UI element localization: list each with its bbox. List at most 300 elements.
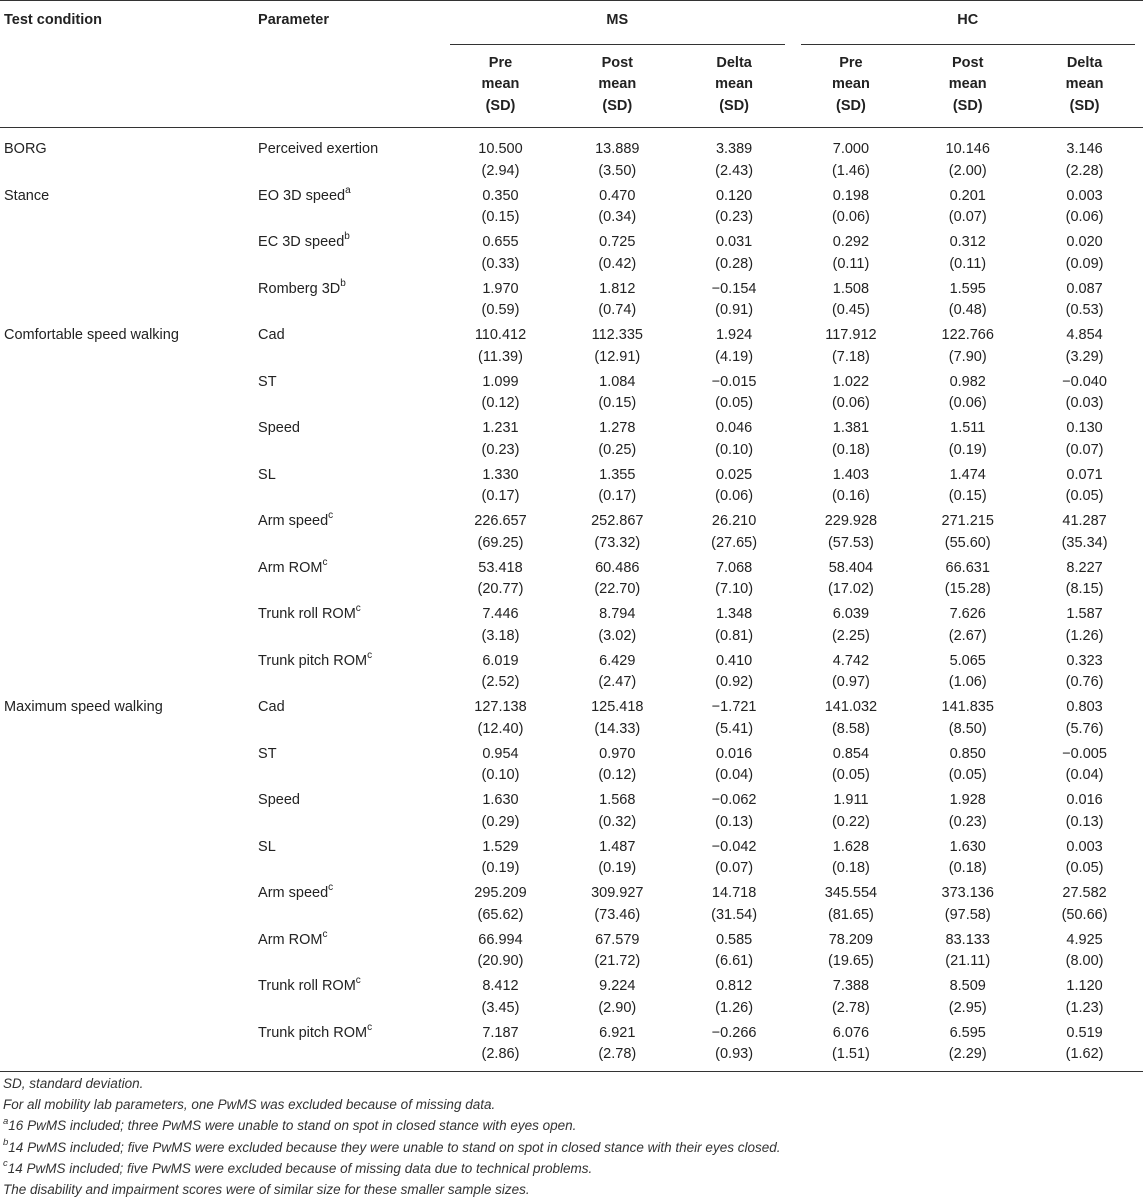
parameter-cell: Trunk roll ROM$^c$ — [258, 603, 361, 622]
sd-value: (0.06) — [715, 488, 754, 504]
value-cell — [676, 276, 793, 323]
sd-value: (0.07) — [715, 860, 754, 876]
subheader-cell: Delta mean (SD) — [1026, 45, 1143, 128]
parameter-cell: ST — [258, 373, 277, 390]
mean-value: 6.039 — [832, 606, 870, 622]
value-cell — [793, 1020, 910, 1072]
mean-value: 41.287 — [1062, 513, 1107, 529]
test-condition-cell — [0, 648, 254, 695]
value-cell — [559, 787, 676, 834]
sd-value: (0.48) — [948, 302, 987, 318]
test-condition-cell: Maximum speed walking — [4, 699, 163, 715]
sd-value: (6.61) — [715, 953, 754, 969]
value-cell — [793, 322, 910, 369]
table-row — [0, 276, 1143, 323]
value-cell — [442, 183, 559, 230]
value-cell — [559, 741, 676, 788]
value-cell — [442, 322, 559, 369]
table-row — [0, 229, 1143, 276]
table-row — [0, 128, 1143, 183]
value-cell — [1026, 834, 1143, 881]
test-condition-cell — [0, 369, 254, 416]
header-parameter: Parameter — [258, 12, 329, 28]
value-cell — [559, 973, 676, 1020]
mean-value: 1.628 — [832, 838, 870, 855]
mean-value: 78.209 — [828, 931, 874, 948]
sd-value: (0.10) — [481, 767, 520, 783]
sd-value: (21.72) — [594, 953, 641, 969]
mean-value: 3.389 — [715, 141, 753, 157]
mean-value: 112.335 — [591, 327, 643, 343]
sd-value: (5.41) — [715, 720, 754, 737]
sd-value: (69.25) — [477, 534, 524, 551]
value-cell — [676, 694, 793, 741]
sd-value: (7.10) — [715, 581, 754, 597]
sd-value: (4.19) — [715, 348, 754, 365]
mean-value: 0.071 — [1066, 466, 1103, 483]
value-cell — [793, 508, 910, 555]
mean-value: 8.794 — [599, 606, 636, 622]
sd-value: (0.23) — [948, 813, 987, 830]
test-condition-cell — [0, 601, 254, 648]
value-cell — [1026, 973, 1143, 1020]
footnote-marker: c — [355, 975, 361, 987]
mean-value: 0.201 — [949, 187, 986, 204]
mean-value: 1.508 — [832, 280, 870, 297]
value-cell — [676, 322, 793, 369]
parameter-cell: EC 3D speed$^b$ — [258, 231, 350, 250]
mean-value: 7.388 — [832, 978, 870, 994]
sd-value: (0.81) — [715, 627, 754, 644]
test-condition-cell — [0, 415, 254, 462]
sd-value: (55.60) — [944, 534, 991, 551]
table-footnotes — [3, 1073, 1138, 1200]
mean-value: 6.921 — [599, 1024, 636, 1041]
value-cell — [909, 276, 1026, 323]
sd-value: (0.16) — [831, 488, 870, 504]
sd-value: (65.62) — [477, 906, 524, 923]
value-cell — [909, 927, 1026, 974]
value-cell — [559, 834, 676, 881]
value-cell — [909, 601, 1026, 648]
value-cell — [793, 369, 910, 416]
sd-value: (0.12) — [481, 395, 520, 411]
test-condition-cell — [0, 973, 254, 1020]
value-cell — [559, 322, 676, 369]
sd-value: (0.06) — [948, 395, 987, 411]
value-cell — [793, 555, 910, 602]
mean-value: 5.065 — [949, 652, 986, 669]
test-condition-cell — [0, 880, 254, 927]
footnote-marker: b — [344, 231, 350, 243]
footnote: For all mobility lab parameters, one PwMS was excluded because of missing data. — [3, 1097, 496, 1113]
sd-value: (2.78) — [831, 999, 870, 1016]
mean-value: 1.330 — [482, 466, 519, 483]
mean-value: 226.657 — [474, 513, 527, 529]
parameter-cell: SL — [258, 838, 276, 855]
sd-value: (20.77) — [477, 581, 524, 597]
value-cell — [442, 787, 559, 834]
sd-value: (0.07) — [1065, 441, 1104, 458]
table-body — [0, 128, 1143, 1072]
mean-value: 252.867 — [591, 513, 644, 529]
sd-value: (2.78) — [598, 1046, 637, 1062]
mean-value: 0.003 — [1066, 187, 1103, 204]
mean-value: 60.486 — [595, 559, 640, 576]
table-row — [0, 508, 1143, 555]
value-cell — [793, 276, 910, 323]
mean-value: −0.266 — [711, 1024, 757, 1041]
mean-value: 1.511 — [950, 420, 986, 436]
mean-value: 83.133 — [945, 931, 990, 948]
value-cell — [909, 1020, 1026, 1072]
mean-value: 373.136 — [941, 885, 994, 901]
value-cell — [1026, 415, 1143, 462]
sd-value: (0.07) — [948, 209, 987, 225]
sd-value: (0.04) — [715, 767, 754, 783]
sd-value: (0.15) — [481, 209, 520, 225]
value-cell — [676, 973, 793, 1020]
value-cell — [676, 508, 793, 555]
mean-value: 1.568 — [599, 792, 636, 808]
mean-value: 0.954 — [482, 745, 519, 762]
table-row — [0, 462, 1143, 509]
mean-value: 1.928 — [949, 792, 986, 808]
sd-value: (0.13) — [1065, 813, 1104, 830]
header-row-subcolumns — [0, 45, 1143, 128]
mean-value: 0.323 — [1066, 652, 1103, 669]
sd-value: (2.43) — [715, 162, 754, 179]
value-cell — [793, 880, 910, 927]
sd-value: (2.52) — [481, 674, 520, 690]
value-cell — [909, 694, 1026, 741]
mean-value: 0.803 — [1066, 699, 1103, 715]
mean-value: 4.925 — [1066, 931, 1103, 948]
sd-value: (3.18) — [481, 627, 520, 644]
mean-value: 1.231 — [482, 420, 519, 436]
test-condition-cell — [0, 276, 254, 323]
mean-value: 1.120 — [1066, 978, 1103, 994]
mean-value: 0.025 — [715, 466, 753, 483]
sd-value: (17.02) — [827, 581, 874, 597]
sd-value: (8.00) — [1065, 953, 1104, 969]
sd-value: (0.59) — [481, 302, 520, 318]
value-cell — [909, 973, 1026, 1020]
sd-value: (2.47) — [598, 674, 637, 690]
sd-value: (0.06) — [831, 395, 870, 411]
value-cell — [793, 183, 910, 230]
value-cell — [909, 787, 1026, 834]
mean-value: 0.410 — [715, 652, 753, 669]
value-cell — [559, 183, 676, 230]
header-row-groups — [0, 1, 1143, 45]
table-row — [0, 741, 1143, 788]
mean-value: 7.626 — [949, 606, 986, 622]
mean-value: 10.500 — [478, 141, 523, 157]
mean-value: 0.198 — [832, 187, 870, 204]
value-cell — [1026, 694, 1143, 741]
mean-value: 141.032 — [824, 699, 878, 715]
mean-value: 26.210 — [711, 513, 757, 529]
mean-value: 125.418 — [591, 699, 644, 715]
sd-value: (0.42) — [598, 255, 637, 272]
sd-value: (1.46) — [831, 162, 870, 179]
sd-value: (5.76) — [1065, 720, 1104, 737]
mean-value: 0.350 — [482, 187, 519, 204]
sd-value: (0.17) — [598, 488, 637, 504]
sd-value: (3.50) — [598, 162, 637, 179]
value-cell — [442, 601, 559, 648]
sd-value: (0.29) — [481, 813, 520, 830]
sd-value: (14.33) — [594, 720, 641, 737]
mean-value: 67.579 — [595, 931, 640, 948]
footnote: The disability and impairment scores were of similar size for these smaller sample sizes. — [3, 1182, 530, 1198]
mean-value: 0.130 — [1066, 420, 1103, 436]
mean-value: 58.404 — [828, 559, 874, 576]
mean-value: 66.631 — [945, 559, 990, 576]
parameter-cell: Speed — [258, 792, 300, 808]
mean-value: 1.630 — [482, 792, 519, 808]
sd-value: (2.67) — [948, 627, 987, 644]
mean-value: 1.084 — [599, 373, 636, 390]
mean-value: 0.725 — [599, 234, 636, 250]
parameter-cell: Perceived exertion — [258, 141, 379, 157]
table-row — [0, 1020, 1143, 1072]
value-cell — [676, 834, 793, 881]
parameter-cell: ST — [258, 745, 277, 762]
mean-value: −1.721 — [711, 699, 757, 715]
mean-value: 1.022 — [832, 373, 870, 390]
mean-value: 0.470 — [599, 187, 636, 204]
mean-value: 141.835 — [941, 699, 994, 715]
sd-value: (0.11) — [949, 255, 987, 272]
value-cell — [676, 229, 793, 276]
sd-value: (73.46) — [594, 906, 641, 923]
value-cell — [676, 369, 793, 416]
mean-value: 9.224 — [599, 978, 636, 994]
mean-value: −0.042 — [711, 838, 757, 855]
value-cell — [793, 128, 910, 183]
mean-value: −0.062 — [711, 792, 757, 808]
value-cell — [676, 880, 793, 927]
value-cell — [676, 927, 793, 974]
value-cell — [676, 741, 793, 788]
test-condition-cell: Comfortable speed walking — [4, 327, 179, 343]
mean-value: 1.529 — [482, 838, 519, 855]
sd-value: (0.05) — [1065, 860, 1104, 876]
mean-value: 27.582 — [1062, 885, 1107, 901]
footnote-marker: a — [345, 184, 351, 196]
sd-value: (27.65) — [711, 534, 758, 551]
value-cell — [909, 880, 1026, 927]
value-cell — [1026, 322, 1143, 369]
value-cell — [1026, 183, 1143, 230]
mean-value: 6.076 — [832, 1024, 870, 1041]
test-condition-cell — [0, 229, 254, 276]
value-cell — [1026, 787, 1143, 834]
table-row — [0, 927, 1143, 974]
sd-value: (0.06) — [831, 209, 870, 225]
value-cell — [559, 694, 676, 741]
value-cell — [1026, 229, 1143, 276]
subheader-cell: Pre mean (SD) — [442, 45, 559, 128]
mean-value: 6.595 — [949, 1024, 986, 1041]
value-cell — [559, 462, 676, 509]
mean-value: 6.019 — [482, 652, 519, 669]
value-cell — [1026, 462, 1143, 509]
sd-value: (57.53) — [827, 534, 874, 551]
value-cell — [676, 183, 793, 230]
mean-value: 7.446 — [482, 606, 519, 622]
parameter-cell: EO 3D speed$^a$ — [258, 184, 351, 204]
value-cell — [559, 276, 676, 323]
footnote: SD, standard deviation. — [3, 1076, 144, 1091]
mean-value: 4.854 — [1066, 327, 1103, 343]
value-cell — [442, 741, 559, 788]
value-cell — [1026, 508, 1143, 555]
mean-value: 1.403 — [832, 466, 870, 483]
value-cell — [676, 601, 793, 648]
mean-value: 14.718 — [711, 885, 757, 901]
table-row — [0, 834, 1143, 881]
value-cell — [909, 415, 1026, 462]
sd-value: (1.26) — [715, 999, 754, 1016]
value-cell — [442, 880, 559, 927]
sd-value: (0.09) — [1065, 255, 1104, 272]
mean-value: 1.474 — [949, 466, 986, 483]
sd-value: (31.54) — [711, 906, 758, 923]
sd-value: (0.05) — [1065, 488, 1104, 504]
table-row — [0, 694, 1143, 741]
parameter-cell: Speed — [258, 420, 300, 436]
value-cell — [442, 415, 559, 462]
test-condition-cell: Stance — [4, 187, 50, 204]
mean-value: 0.970 — [599, 745, 636, 762]
mean-value: 1.278 — [599, 420, 636, 436]
sd-value: (2.00) — [948, 162, 987, 179]
mean-value: −0.005 — [1062, 745, 1107, 762]
mean-value: 1.911 — [833, 792, 869, 808]
value-cell — [909, 508, 1026, 555]
mean-value: 309.927 — [591, 885, 644, 901]
value-cell — [559, 128, 676, 183]
header-group-hc: HC — [793, 1, 1143, 45]
sd-value: (0.23) — [481, 441, 520, 458]
value-cell — [559, 508, 676, 555]
mean-value: 0.850 — [949, 745, 986, 762]
sd-value: (0.19) — [598, 860, 637, 876]
value-cell — [909, 229, 1026, 276]
sd-value: (3.45) — [481, 999, 520, 1016]
sd-value: (1.62) — [1065, 1046, 1104, 1062]
sd-value: (12.40) — [477, 720, 524, 737]
value-cell — [442, 462, 559, 509]
value-cell — [909, 183, 1026, 230]
parameter-cell: Cad — [258, 327, 285, 343]
value-cell — [793, 787, 910, 834]
mean-value: 229.928 — [824, 513, 878, 529]
value-cell — [559, 555, 676, 602]
sd-value: (0.92) — [715, 674, 754, 690]
sd-value: (19.65) — [827, 953, 874, 969]
mean-value: 1.487 — [599, 838, 636, 855]
sd-value: (8.15) — [1065, 581, 1104, 597]
value-cell — [909, 648, 1026, 695]
subheader-cell: Post mean (SD) — [559, 45, 676, 128]
sd-value: (7.90) — [948, 348, 987, 365]
sd-value: (0.28) — [715, 255, 754, 272]
table-row — [0, 322, 1143, 369]
sd-value: (0.19) — [481, 860, 520, 876]
mean-value: 1.587 — [1066, 606, 1103, 622]
mean-value: 3.146 — [1066, 141, 1103, 157]
value-cell — [793, 973, 910, 1020]
sd-value: (0.04) — [1065, 767, 1104, 783]
value-cell — [442, 694, 559, 741]
value-cell — [442, 555, 559, 602]
sd-value: (0.15) — [948, 488, 987, 504]
value-cell — [909, 741, 1026, 788]
sd-value: (2.94) — [481, 162, 520, 179]
sd-value: (1.26) — [1065, 627, 1104, 644]
sd-value: (1.06) — [948, 674, 987, 690]
sd-value: (0.15) — [598, 395, 637, 411]
value-cell — [1026, 601, 1143, 648]
footnote-marker: c — [367, 1021, 373, 1033]
mean-value: 1.924 — [715, 327, 753, 343]
test-condition-cell — [0, 927, 254, 974]
value-cell — [793, 927, 910, 974]
mean-value: 1.348 — [715, 606, 753, 622]
mean-value: −0.015 — [711, 373, 757, 390]
mean-value: 0.854 — [832, 745, 870, 762]
table-row — [0, 555, 1143, 602]
sd-value: (0.97) — [831, 674, 870, 690]
mean-value: 8.227 — [1066, 559, 1103, 576]
parameter-cell: SL — [258, 466, 276, 483]
mean-value: 122.766 — [941, 327, 994, 343]
table-row — [0, 787, 1143, 834]
test-condition-cell — [0, 462, 254, 509]
mean-value: 1.595 — [949, 280, 986, 297]
mean-value: 0.292 — [832, 234, 870, 250]
header-group-ms: MS — [442, 1, 792, 45]
value-cell — [1026, 880, 1143, 927]
sd-value: (0.74) — [598, 302, 637, 318]
value-cell — [442, 648, 559, 695]
sd-value: (0.34) — [598, 209, 637, 225]
value-cell — [676, 648, 793, 695]
sd-value: (0.91) — [715, 302, 754, 318]
mean-value: 8.412 — [482, 978, 519, 994]
footnote-marker: c — [322, 556, 328, 568]
mean-value: 0.031 — [715, 234, 753, 250]
sd-value: (0.18) — [831, 441, 870, 458]
parameter-cell: Trunk pitch ROM$^c$ — [254, 1020, 442, 1072]
value-cell — [442, 508, 559, 555]
subheader-cell: Pre mean (SD) — [793, 45, 910, 128]
value-cell — [559, 927, 676, 974]
value-cell — [559, 369, 676, 416]
sd-value: (0.25) — [598, 441, 637, 458]
mean-value: 7.068 — [715, 559, 753, 576]
mean-value: 0.519 — [1066, 1024, 1103, 1041]
value-cell — [793, 648, 910, 695]
value-cell — [909, 369, 1026, 416]
parameter-cell: Trunk roll ROM$^c$ — [258, 975, 361, 994]
sd-value: (0.76) — [1065, 674, 1104, 690]
mean-value: 53.418 — [478, 559, 523, 576]
